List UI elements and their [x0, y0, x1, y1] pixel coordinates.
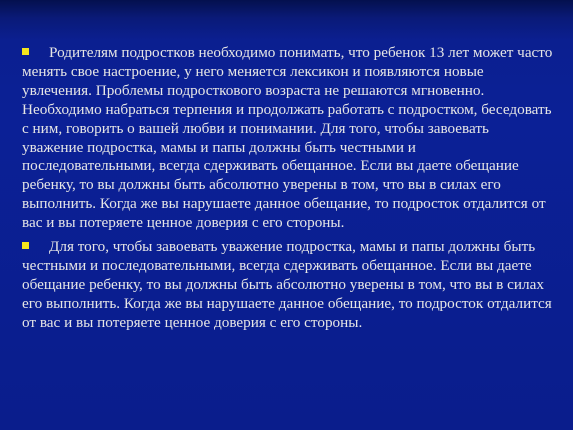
square-bullet-icon	[22, 48, 29, 55]
paragraph-text-2: Для того, чтобы завоевать уважение подростка, мамы и папы должны быть честными и последовательными, всегда сдерживать обещанное. Если вы даете обещание ребенку, то вы должны быть абсолютно уверены в том, что вы в силах его выполнить. Когда же вы нарушаете данное обещание, то подросток отдалится от вас и вы потеряете ценное доверия с его стороны.	[22, 238, 552, 331]
slide-body	[0, 44, 573, 333]
bullet-paragraph-2	[0, 238, 573, 333]
paragraph-text-1: Родителям подростков необходимо понимать, что ребенок 13 лет может часто менять свое настроение, у него меняется лексикон и появляются новые увлечения. Проблемы подросткового возраста не решаются мгновенно. Необходимо набраться терпения и продолжать работать с подростком, беседовать с ним, говорить о вашей любви и понимании. Для того, чтобы завоевать уважение подростка, мамы и папы должны быть честными и последовательными, всегда сдерживать обещанное. Если вы даете обещание ребенку, то вы должны быть абсолютно уверены в том, что вы в силах его выполнить. Когда же вы нарушаете данное обещание, то подросток отдалится от вас и вы потеряете ценное доверия с его стороны.	[22, 44, 553, 232]
square-bullet-icon	[22, 242, 29, 249]
bullet-paragraph-1	[0, 44, 573, 233]
